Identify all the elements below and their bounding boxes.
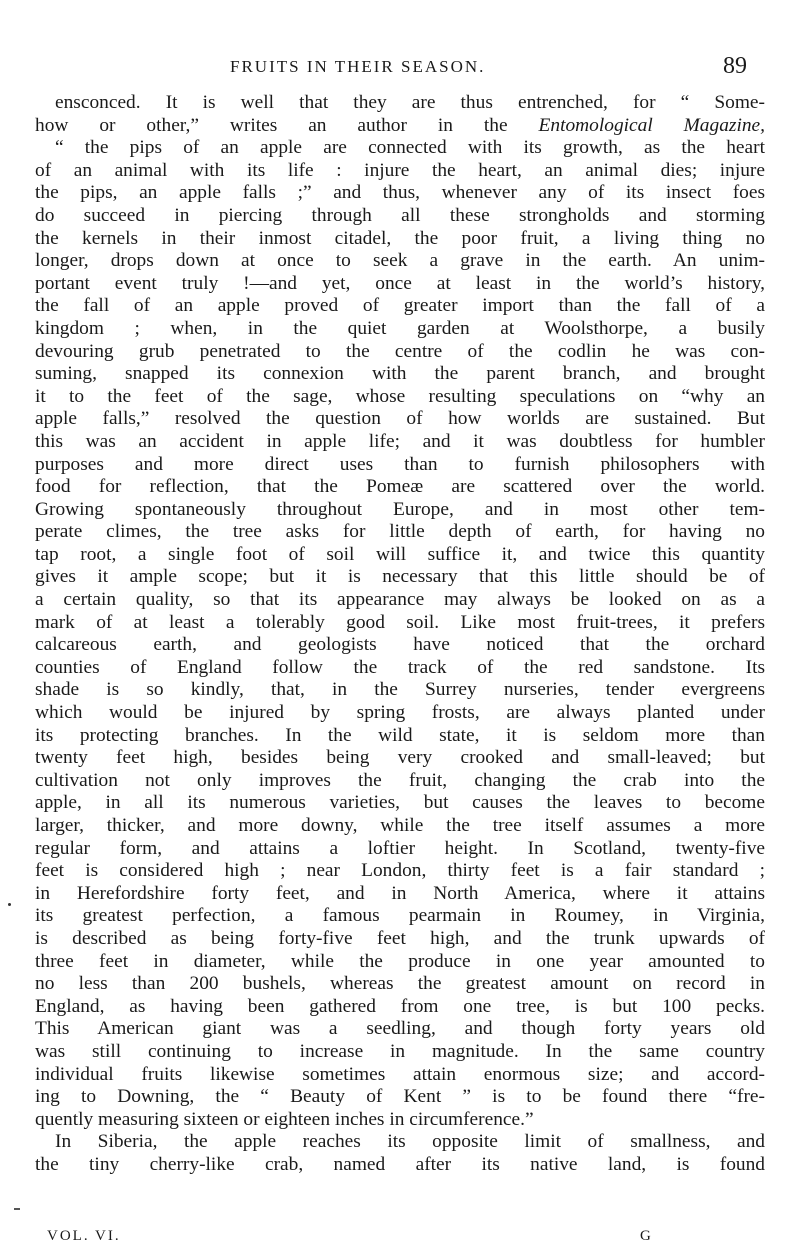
journal-title: Entomological Magazine,: [538, 114, 765, 136]
text-line: tap root, a single foot of soil will suffice it, and twice this quantity: [35, 543, 765, 565]
text-line: gives it ample scope; but it is necessary that this little should be of: [35, 566, 765, 588]
text-line: in Herefordshire forty feet, and in North America, where it attains: [35, 882, 765, 904]
text-line: the pips, an apple falls ;” and thus, whenever any of its insect foes: [35, 182, 765, 204]
text-line: a certain quality, so that its appearance may always be looked on as a: [35, 589, 765, 611]
text-line: the kernels in their inmost citadel, the poor fruit, a living thing no: [35, 227, 765, 249]
text-line: Growing spontaneously throughout Europe, and in most other tem-: [35, 498, 765, 520]
text-line: larger, thicker, and more downy, while the tree itself assumes a more: [35, 815, 765, 836]
text-line: suming, snapped its connexion with the parent branch, and brought: [35, 363, 765, 385]
text-line: its protecting branches. In the wild state, it is seldom more than: [35, 724, 765, 746]
text-line: this was an accident in apple life; and it was doubtless for humbler: [35, 430, 765, 452]
text-line: purposes and more direct uses than to furnish philosophers with: [35, 453, 765, 475]
text-line: it to the feet of the sage, whose resulting speculations on “why an: [35, 385, 765, 407]
text-line: individual fruits likewise sometimes attain enormous size; and accord-: [35, 1063, 765, 1085]
text-line: is described as being forty-five feet high, and the trunk upwards of: [35, 927, 765, 949]
text-line: counties of England follow the track of the red sandstone. Its: [35, 656, 765, 678]
text-line: ing to Downing, the “ Beauty of Kent ” is to be found there “fre-: [35, 1086, 765, 1108]
text-line: regular form, and attains a loftier height. In Scotland, twenty-five: [35, 837, 765, 859]
text-line: do succeed in piercing through all these strongholds and storming: [35, 204, 765, 226]
body-text: [35, 92, 765, 1177]
text-line: food for reflection, that the Pomeæ are scattered over the world.: [35, 476, 765, 498]
text-line: the tiny cherry-like crab, named after its native land, is found: [35, 1153, 765, 1175]
text-line: twenty feet high, besides being very crooked and small-leaved; but: [35, 747, 765, 769]
text-line: the fall of an apple proved of greater import than the fall of a: [35, 295, 765, 317]
text-line: England, as having been gathered from one tree, is but 100 pecks.: [35, 995, 765, 1017]
text-line: [35, 115, 765, 138]
text-line: no less than 200 bushels, whereas the greatest amount on record in: [35, 973, 765, 995]
text-line: This American giant was a seedling, and though forty years old: [35, 1018, 765, 1040]
text-line: calcareous earth, and geologists have noticed that the orchard: [35, 634, 765, 656]
text-line: its greatest perfection, a famous pearmain in Roumey, in Virginia,: [35, 905, 765, 927]
text-line: devouring grub penetrated to the centre of the codlin he was con-: [35, 340, 765, 362]
text-line: three feet in diameter, while the produce in one year amounted to: [35, 950, 765, 972]
text-line: apple falls,” resolved the question of how worlds are sustained. But: [35, 408, 765, 430]
text-line: mark of at least a tolerably good soil. Like most fruit-trees, it prefers: [35, 611, 765, 633]
text-line: “ the pips of an apple are connected with its growth, as the heart: [55, 137, 765, 159]
text-line: longer, drops down at once to seek a grave in the earth. An unim-: [35, 250, 765, 272]
text-line: feet is considered high ; near London, thirty feet is a fair standard ;: [35, 860, 765, 882]
text-line: perate climes, the tree asks for little depth of earth, for having no: [35, 521, 765, 543]
text-line: was still continuing to increase in magnitude. In the same country: [35, 1040, 765, 1062]
text-line: shade is so kindly, that, in the Surrey nurseries, tender evergreens: [35, 679, 765, 701]
print-speck: [8, 903, 11, 906]
text-line: of an animal with its life : injure the heart, an animal dies; injure: [35, 159, 765, 181]
text-line: cultivation not only improves the fruit, changing the crab into the: [35, 769, 765, 791]
page-number: 89: [723, 53, 747, 79]
running-title: FRUITS IN THEIR SEASON.: [230, 57, 486, 76]
text-line: quently measuring sixteen or eighteen inches in circumference.”: [35, 1108, 534, 1130]
text-line: In Siberia, the apple reaches its opposite limit of smallness, and: [55, 1131, 765, 1153]
signature-mark: G: [640, 1228, 651, 1244]
text-line-part: how or other,” writes an author in the: [35, 114, 539, 136]
text-line: portant event truly !—and yet, once at least in the world’s history,: [35, 272, 765, 294]
text-line: which would be injured by spring frosts, are always planted under: [35, 702, 765, 724]
volume-footer: VOL. VI.: [47, 1228, 121, 1244]
text-line: apple, in all its numerous varieties, but causes the leaves to become: [35, 792, 765, 814]
print-speck: [14, 1208, 20, 1210]
text-line: kingdom ; when, in the quiet garden at Woolsthorpe, a busily: [35, 317, 765, 339]
text-line: ensconced. It is well that they are thus entrenched, for “ Some-: [55, 92, 765, 113]
